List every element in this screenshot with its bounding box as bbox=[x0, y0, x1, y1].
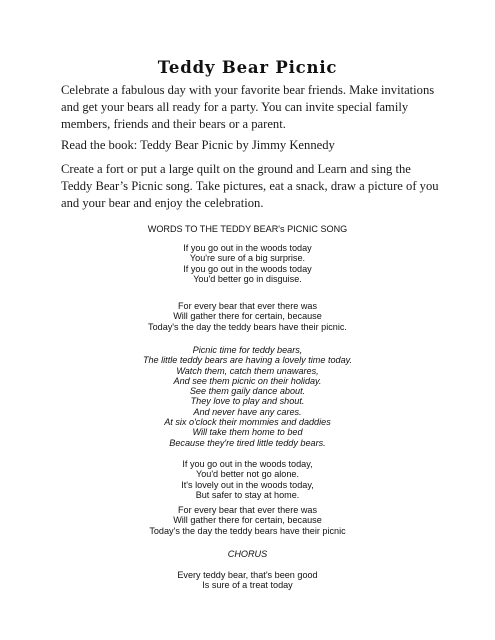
song-line: If you go out in the woods today bbox=[183, 243, 312, 253]
page-title: Teddy Bear Picnic bbox=[157, 58, 338, 77]
song-line: If you go out in the woods today bbox=[183, 263, 312, 274]
song-heading: WORDS TO THE TEDDY BEAR's PICNIC SONG bbox=[147, 224, 348, 234]
song-line: Every teddy bear, that's been good bbox=[177, 570, 318, 580]
song-line: They love to play and shout. bbox=[190, 396, 305, 407]
song-line: At six o'clock their mommies and daddies bbox=[164, 417, 331, 428]
song-line: Will take them home to bed bbox=[192, 427, 303, 438]
song-line: You're sure of a big surprise. bbox=[189, 253, 306, 264]
song-line: Will gather there for certain, because bbox=[173, 515, 322, 526]
song-line: The little teddy bears are having a lovely time today. bbox=[142, 355, 353, 366]
song-line: It's lovely out in the woods today, bbox=[181, 479, 314, 490]
song-stanza-3 bbox=[0, 345, 495, 448]
song-line: For every bear that ever there was bbox=[178, 301, 317, 311]
song-line: If you go out in the woods today, bbox=[182, 459, 313, 469]
song-line: Today's the day the teddy bears have their picnic. bbox=[148, 321, 347, 332]
chorus-label: CHORUS bbox=[227, 549, 268, 559]
song-line: Today's the day the teddy bears have their picnic bbox=[149, 525, 346, 536]
song-stanza-5 bbox=[0, 505, 495, 536]
song-stanza-2 bbox=[0, 301, 495, 332]
song-stanza-4 bbox=[0, 459, 495, 500]
song-line: And see them picnic on their holiday. bbox=[173, 375, 322, 386]
song-line: For every bear that ever there was bbox=[178, 505, 317, 515]
song-stanza-6 bbox=[0, 570, 495, 591]
song-line: You'd better not go alone. bbox=[195, 469, 300, 480]
song-stanza-1 bbox=[0, 243, 495, 284]
song-line: Because they're tired little teddy bears. bbox=[169, 437, 326, 448]
song-line: But safer to stay at home. bbox=[195, 489, 300, 500]
song-line: Will gather there for certain, because bbox=[173, 311, 322, 322]
song-line: And never have any cares. bbox=[193, 406, 302, 417]
song-line: Picnic time for teddy bears, bbox=[192, 345, 303, 355]
song-line: Watch them, catch them unawares, bbox=[176, 365, 319, 376]
book-paragraph: Read the book: Teddy Bear Picnic by Jimmy Kennedy bbox=[61, 138, 335, 152]
activity-paragraph: Create a fort or put a large quilt on the ground and Learn and sing the Teddy Bear’s Picnic song. Take pictures, eat a snack, draw a picture of you and your bear and enjoy the celebration. bbox=[61, 162, 439, 210]
song-line: You'd better go in disguise. bbox=[193, 273, 302, 284]
song-line: See them gaily dance about. bbox=[189, 386, 306, 397]
intro-paragraph: Celebrate a fabulous day with your favorite bear friends. Make invitations and get your bears all ready for a party. You can invite special family members, friends and their bears or a parent. bbox=[61, 83, 435, 131]
song-line: Is sure of a treat today bbox=[202, 580, 293, 591]
